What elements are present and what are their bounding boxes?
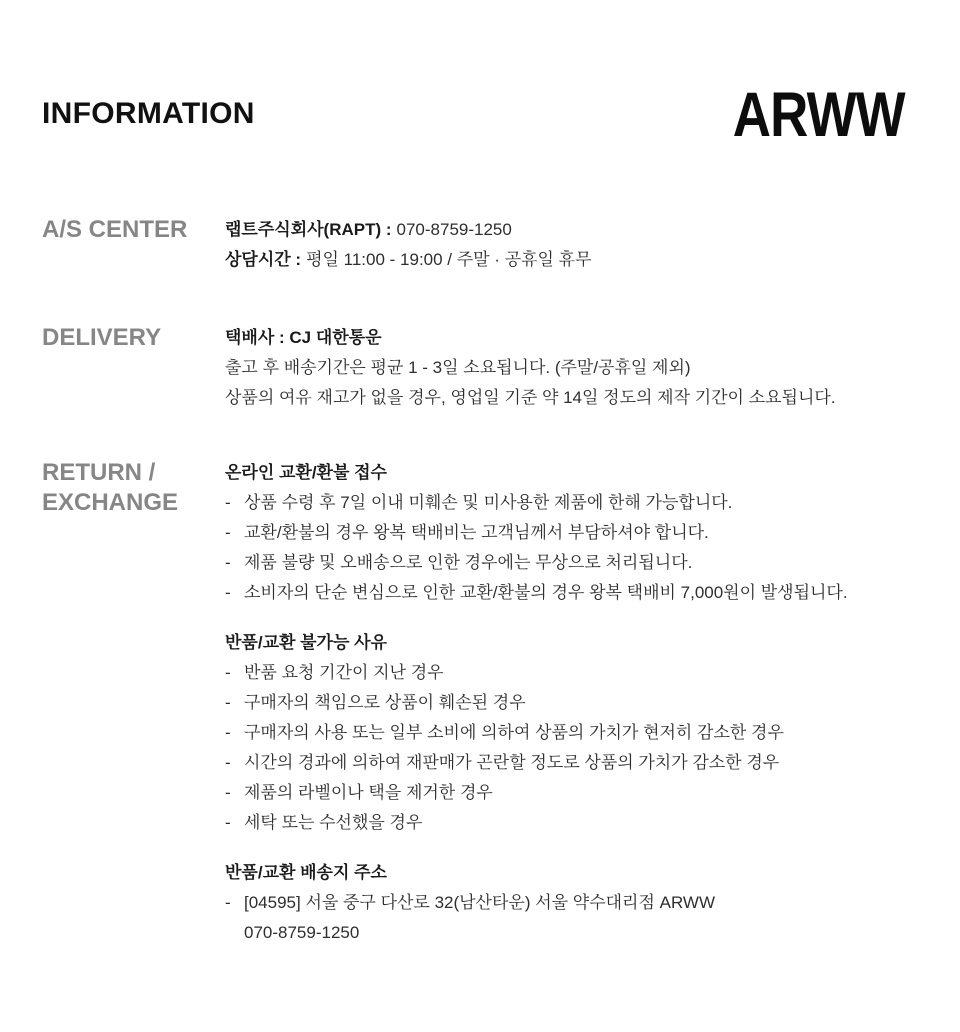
list-item: [225, 518, 940, 548]
return-address-phone: 070-8759-1250: [244, 923, 360, 942]
return-address-text: [04595] 서울 중구 다산로 32(남산타운) 서울 약수대리점 ARWW: [244, 893, 716, 912]
list-item-text: 반품 요청 기간이 지난 경우: [244, 663, 444, 682]
list-item-text: 세탁 또는 수선했을 경우: [244, 813, 423, 832]
as-center-body: [225, 215, 940, 275]
list-item: [225, 808, 940, 838]
list-item-text: 시간의 경과에 의하여 재판매가 곤란할 정도로 상품의 가치가 감소한 경우: [244, 753, 780, 772]
list-item: [225, 578, 940, 608]
company-name: 랩트주식회사(RAPT) :: [225, 220, 392, 239]
list-item: [225, 688, 940, 718]
delivery-body: [225, 323, 940, 413]
section-label-return-exchange: [42, 458, 225, 518]
label-line-exchange: EXCHANGE: [42, 489, 179, 516]
list-item-text: 제품 불량 및 오배송으로 인한 경우에는 무상으로 처리됩니다.: [244, 553, 693, 572]
section-return-exchange: [42, 458, 940, 948]
page-title: INFORMATION: [42, 97, 255, 130]
list-item: [225, 718, 940, 748]
return-not-allowed-heading: 반품/교환 불가능 사유: [225, 633, 387, 652]
brand-logo: ARWW: [732, 80, 905, 150]
online-return-heading: 온라인 교환/환불 접수: [225, 463, 387, 482]
group-online-return: [225, 458, 940, 608]
bullet-dash: -: [225, 753, 231, 772]
bullet-dash: -: [225, 813, 231, 832]
list-item: [225, 778, 940, 808]
list-item-text: 구매자의 사용 또는 일부 소비에 의하여 상품의 가치가 현저히 감소한 경우: [244, 723, 784, 742]
bullet-dash: -: [225, 553, 231, 572]
label-line-return: RETURN /: [42, 459, 156, 486]
bullet-dash: -: [225, 493, 231, 512]
hours-label: 상담시간 :: [225, 250, 302, 269]
list-item-text: 구매자의 책임으로 상품이 훼손된 경우: [244, 693, 526, 712]
return-address-heading: 반품/교환 배송지 주소: [225, 863, 387, 882]
list-item-text: 교환/환불의 경우 왕복 택배비는 고객님께서 부담하셔야 합니다.: [244, 523, 709, 542]
section-as-center: [42, 215, 940, 275]
return-exchange-body: [225, 458, 940, 948]
page-header: [0, 0, 960, 150]
bullet-dash: -: [225, 723, 231, 742]
list-item: [225, 488, 940, 518]
group-return-address: [225, 858, 940, 948]
list-item-text: 상품 수령 후 7일 이내 미훼손 및 미사용한 제품에 한해 가능합니다.: [244, 493, 733, 512]
section-delivery: [42, 323, 940, 413]
bullet-dash: -: [225, 583, 231, 602]
list-item: [225, 658, 940, 688]
bullet-dash: -: [225, 663, 231, 682]
delivery-carrier: 택배사 : CJ 대한통운: [225, 328, 382, 347]
section-label-delivery: DELIVERY: [42, 324, 162, 351]
info-sections: [0, 215, 960, 948]
group-return-not-allowed: [225, 628, 940, 838]
list-item: [225, 888, 940, 918]
bullet-dash: -: [225, 693, 231, 712]
company-phone: 070-8759-1250: [396, 220, 512, 239]
as-center-hours-line: [225, 245, 940, 275]
hours-value: 평일 11:00 - 19:00 / 주말 · 공휴일 휴무: [306, 250, 592, 269]
bullet-dash: -: [225, 523, 231, 542]
section-label-as-center: A/S CENTER: [42, 216, 188, 243]
list-item: [225, 748, 940, 778]
list-item-text: 소비자의 단순 변심으로 인한 교환/환불의 경우 왕복 택배비 7,000원이 발생됩니다.: [244, 583, 848, 602]
bullet-dash: -: [225, 893, 231, 912]
list-item-text: 제품의 라벨이나 택을 제거한 경우: [244, 783, 493, 802]
as-center-company-line: [225, 215, 940, 245]
list-item: [225, 548, 940, 578]
bullet-dash: -: [225, 783, 231, 802]
delivery-production-time: 상품의 여유 재고가 없을 경우, 영업일 기준 약 14일 정도의 제작 기간이 소요됩니다.: [225, 388, 836, 407]
delivery-time: 출고 후 배송기간은 평균 1 - 3일 소요됩니다. (주말/공휴일 제외): [225, 358, 691, 377]
